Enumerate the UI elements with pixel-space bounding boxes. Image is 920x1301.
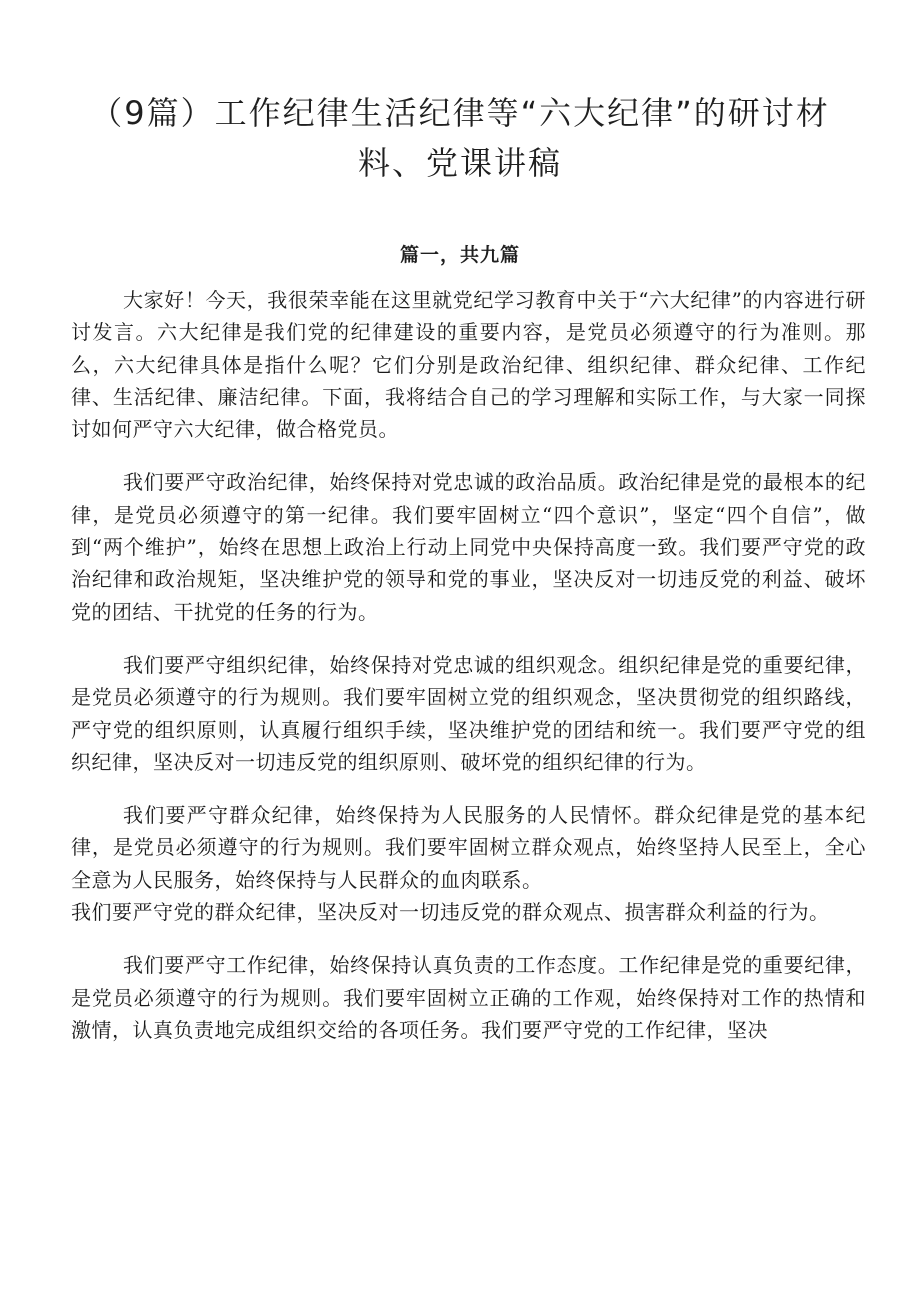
document-title: （9篇）工作纪律生活纪律等“六大纪律”的研讨材料、党课讲稿 xyxy=(90,94,830,182)
paragraph-work-discipline: 我们要严守工作纪律，始终保持认真负责的工作态度。工作纪律是党的重要纪律，是党员必须遵守的行为规则。我们要牢固树立正确的工作观，始终保持对工作的热情和激情，认真负责地完成组织交给的各项任务。我们要严守党的工作纪律，坚决 xyxy=(71,953,866,1042)
paragraph-mass-discipline: 我们要严守群众纪律，始终保持为人民服务的人民情怀。群众纪律是党的基本纪律，是党员必须遵守的行为规则。我们要牢固树立群众观点，始终坚持人民至上，全心全意为人民服务，始终保持与人民群众的血肉联系。 xyxy=(71,803,866,892)
section-heading: 篇一，共九篇 xyxy=(399,244,520,266)
paragraph-mass-discipline-continued: 我们要严守党的群众纪律，坚决反对一切违反党的群众观点、损害群众利益的行为。 xyxy=(71,900,830,925)
paragraph-political-discipline: 我们要严守政治纪律，始终保持对党忠诚的政治品质。政治纪律是党的最根本的纪律，是党员必须遵守的第一纪律。我们要牢固树立“四个意识”，坚定“四个自信”，做到“两个维护”，始终在思想上政治上行动上同党中央保持高度一致。我们要严守党的政治纪律和政治规矩，坚决维护党的领导和党的事业，坚决反对一切违反党的利益、破坏党的团结、干扰党的任务的行为。 xyxy=(71,470,866,624)
paragraph-organizational-discipline: 我们要严守组织纪律，始终保持对党忠诚的组织观念。组织纪律是党的重要纪律，是党员必须遵守的行为规则。我们要牢固树立党的组织观念，坚决贯彻党的组织路线，严守党的组织原则，认真履行组织手续，坚决维护党的团结和统一。我们要严守党的组织纪律，坚决反对一切违反党的组织原则、破坏党的组织纪律的行为。 xyxy=(71,652,866,774)
document-body xyxy=(71,284,866,1046)
paragraph-intro: 大家好！今天，我很荣幸能在这里就党纪学习教育中关于“六大纪律”的内容进行研讨发言。六大纪律是我们党的纪律建设的重要内容，是党员必须遵守的行为准则。那么，六大纪律具体是指什么呢？它们分别是政治纪律、组织纪律、群众纪律、工作纪律、生活纪律、廉洁纪律。下面，我将结合自己的学习理解和实际工作，与大家一同探讨如何严守六大纪律，做合格党员。 xyxy=(71,288,866,442)
